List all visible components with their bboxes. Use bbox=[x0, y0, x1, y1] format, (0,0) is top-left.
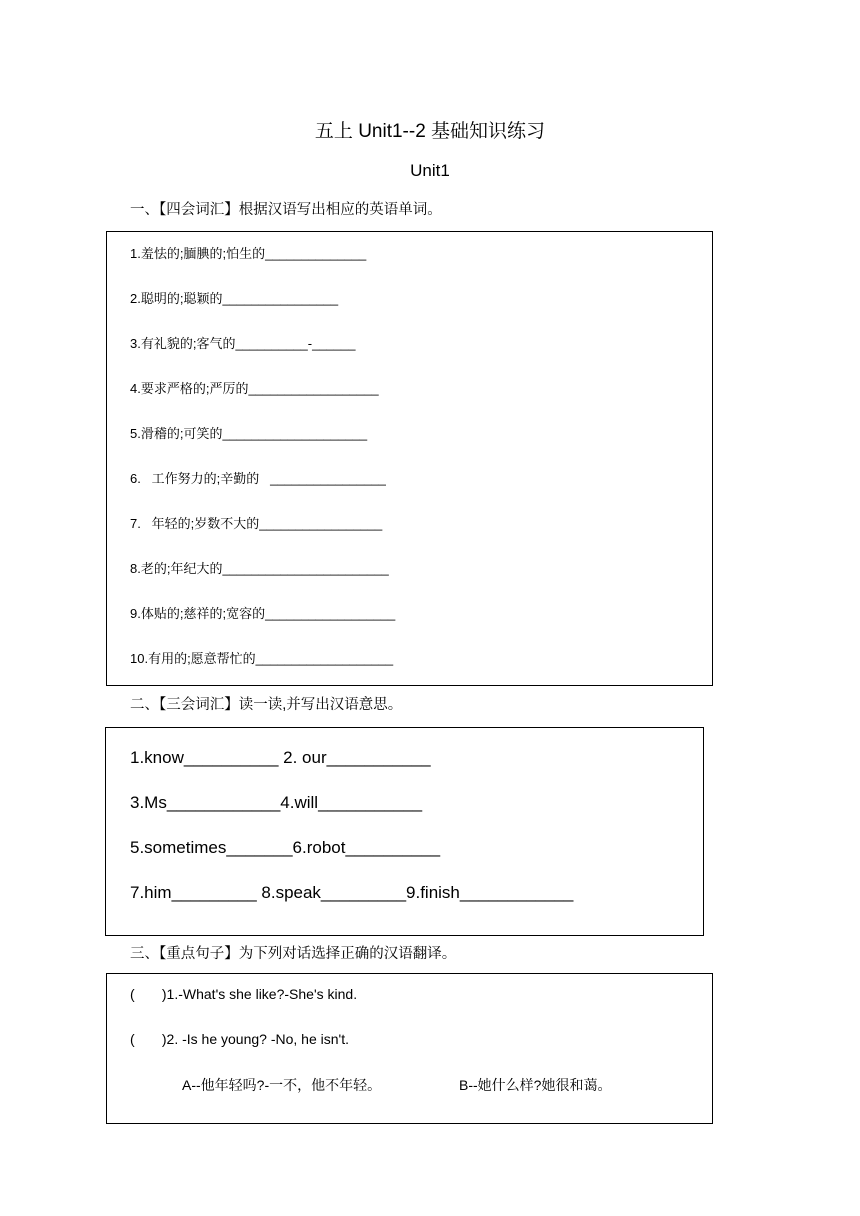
unit-label: Unit1 bbox=[410, 161, 450, 180]
vocab-item: 6. 工作努力的;辛勤的 ________________ bbox=[130, 471, 386, 486]
section3-heading: 三、【重点句子】为下列对话选择正确的汉语翻译。 bbox=[130, 946, 457, 962]
vocab-item: 3.有礼貌的;客气的__________-______ bbox=[130, 336, 356, 351]
word-line: 5.sometimes_______6.robot__________ bbox=[130, 838, 441, 857]
vocab-item: 9.体贴的;慈祥的;宽容的__________________ bbox=[130, 606, 396, 621]
word-line: 3.Ms____________4.will___________ bbox=[130, 793, 423, 812]
vocab-item: 8.老的;年纪大的_______________________ bbox=[130, 561, 389, 576]
question-2: ( )2. -Is he young? -No, he isn't. bbox=[130, 1031, 349, 1047]
page-title: 五上 Unit1--2 基础知识练习 bbox=[314, 121, 546, 142]
option-b: B--她什么样?她很和蔼。 bbox=[459, 1077, 612, 1093]
section2-heading: 二、【三会词汇】读一读,并写出汉语意思。 bbox=[130, 697, 403, 713]
vocab-item: 2.聪明的;聪颖的________________ bbox=[130, 291, 339, 306]
question-1: ( )1.-What's she like?-She's kind. bbox=[130, 986, 358, 1002]
vocab-item: 7. 年轻的;岁数不大的_________________ bbox=[130, 516, 383, 531]
section1-heading: 一、【四会词汇】根据汉语写出相应的英语单词。 bbox=[130, 202, 442, 218]
vocab-item: 5.滑稽的;可笑的____________________ bbox=[130, 426, 368, 441]
vocab-item: 10.有用的;愿意帮忙的___________________ bbox=[130, 651, 394, 666]
vocab-item: 4.要求严格的;严厉的__________________ bbox=[130, 381, 379, 396]
vocab-item: 1.羞怯的;腼腆的;怕生的______________ bbox=[130, 246, 367, 261]
option-a: A--他年轻吗?-一不，他不年轻。 bbox=[182, 1077, 382, 1093]
word-line: 7.him_________ 8.speak_________9.finish____________ bbox=[130, 883, 574, 902]
word-line: 1.know__________ 2. our___________ bbox=[130, 748, 431, 767]
